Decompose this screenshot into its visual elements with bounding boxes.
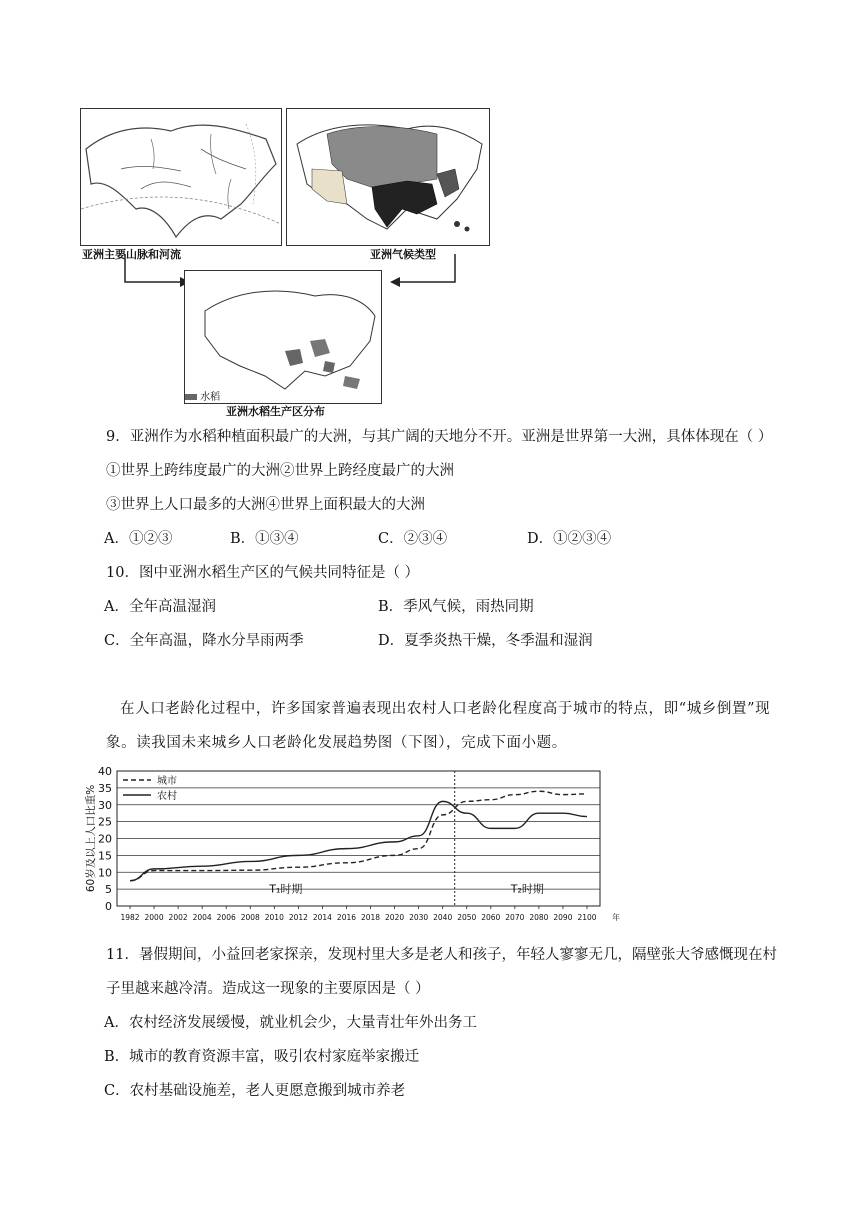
q9-option-c[interactable]: C．②③④ <box>378 531 448 547</box>
q9-line2: ①世界上跨纬度最广的大洲②世界上跨经度最广的大洲 <box>106 463 454 479</box>
x-unit-label: 年 <box>612 913 620 922</box>
y-tick-label: 25 <box>98 815 112 829</box>
rice-legend-swatch <box>184 394 197 400</box>
asia-climate-map <box>287 109 489 245</box>
passage-line1: 在人口老龄化过程中，许多国家普遍表现出农村人口老龄化程度高于城市的特点，即“城乡倒置”现 <box>120 701 771 717</box>
period-label-t2: T₂时期 <box>510 882 544 896</box>
q10-stem: 10．图中亚洲水稻生产区的气候共同特征是（ ） <box>106 565 420 581</box>
q11-option-b[interactable]: B．城市的教育资源丰富，吸引农村家庭举家搬迁 <box>104 1049 420 1065</box>
asia-rice-map <box>185 271 381 403</box>
q9-stem: 9．亚洲作为水稻种植面积最广的大洲，与其广阔的天地分不开。亚洲是世界第一大洲，具体体现在（ ） <box>106 429 773 445</box>
q10-option-a[interactable]: A．全年高温湿润 <box>104 599 216 615</box>
map2-caption: 亚洲气候类型 <box>370 248 436 261</box>
x-tick-label: 2020 <box>385 913 405 922</box>
y-tick-label: 40 <box>98 765 112 778</box>
y-tick-label: 10 <box>98 866 112 880</box>
x-tick-label: 2070 <box>505 913 525 922</box>
y-tick-label: 5 <box>105 883 112 897</box>
x-tick-label: 2002 <box>168 913 188 922</box>
rice-legend <box>184 388 220 403</box>
legend-label: 城市 <box>157 776 177 787</box>
chart-svg <box>80 763 620 931</box>
x-tick-label: 2060 <box>481 913 501 922</box>
x-tick-label: 2000 <box>144 913 164 922</box>
x-tick-label: 2006 <box>216 913 236 922</box>
q11-option-c[interactable]: C．农村基础设施差，老人更愿意搬到城市养老 <box>104 1083 406 1099</box>
q11-stem-line2: 子里越来越冷清。造成这一现象的主要原因是（ ） <box>106 981 430 997</box>
series-line-rural <box>130 801 587 880</box>
y-tick-label: 35 <box>98 781 112 795</box>
x-tick-label: 2100 <box>577 913 597 922</box>
rice-legend-label: 水稻 <box>200 392 221 403</box>
x-tick-label: 2012 <box>288 913 308 922</box>
y-tick-label: 0 <box>105 900 112 913</box>
x-tick-label: 2030 <box>409 913 429 922</box>
legend-label: 农村 <box>157 791 177 802</box>
asia-outline-map-1 <box>81 109 281 245</box>
x-tick-label: 2018 <box>360 913 381 922</box>
x-tick-label: 2008 <box>240 913 260 922</box>
y-axis-label: 60岁及以上人口比重% <box>85 784 97 893</box>
y-tick-label: 20 <box>98 832 112 846</box>
q11-option-a[interactable]: A．农村经济发展缓慢，就业机会少，大量青壮年外出务工 <box>104 1015 477 1031</box>
map-asia-rice-production <box>184 270 382 404</box>
map-asia-mountains-rivers <box>80 108 282 246</box>
x-tick-label: 2010 <box>264 913 284 922</box>
q10-option-b[interactable]: B．季风气候，雨热同期 <box>378 599 534 615</box>
map3-caption: 亚洲水稻生产区分布 <box>226 405 325 418</box>
x-tick-label: 2014 <box>312 913 332 922</box>
q9-option-a[interactable]: A．①②③ <box>104 531 173 547</box>
map1-caption: 亚洲主要山脉和河流 <box>82 248 181 261</box>
passage-line2: 象。读我国未来城乡人口老龄化发展趋势图（下图），完成下面小题。 <box>106 735 567 751</box>
x-tick-label: 2050 <box>457 913 477 922</box>
q10-option-c[interactable]: C．全年高温，降水分旱雨两季 <box>104 633 304 649</box>
x-tick-label: 2004 <box>192 913 212 922</box>
q10-option-d[interactable]: D．夏季炎热干燥，冬季温和湿润 <box>378 633 593 649</box>
map-asia-climate-types <box>286 108 490 246</box>
aging-trend-chart <box>80 763 620 931</box>
x-tick-label: 2016 <box>336 913 357 922</box>
period-label-t1: T₁时期 <box>269 882 303 896</box>
x-tick-label: 2090 <box>553 913 573 922</box>
q11-stem-line1: 11．暑假期间，小益回老家探亲，发现村里大多是老人和孩子，年轻人寥寥无几，隔壁张大爷感慨现在村 <box>106 947 777 963</box>
q9-option-b[interactable]: B．①③④ <box>230 531 299 547</box>
y-tick-label: 30 <box>98 798 112 812</box>
y-tick-label: 15 <box>98 849 112 863</box>
q9-option-d[interactable]: D．①②③④ <box>527 531 612 547</box>
x-tick-label: 2040 <box>433 913 453 922</box>
x-tick-label: 2080 <box>529 913 549 922</box>
x-tick-label: 1982 <box>120 913 140 922</box>
q9-line3: ③世界上人口最多的大洲④世界上面积最大的大洲 <box>106 497 425 513</box>
